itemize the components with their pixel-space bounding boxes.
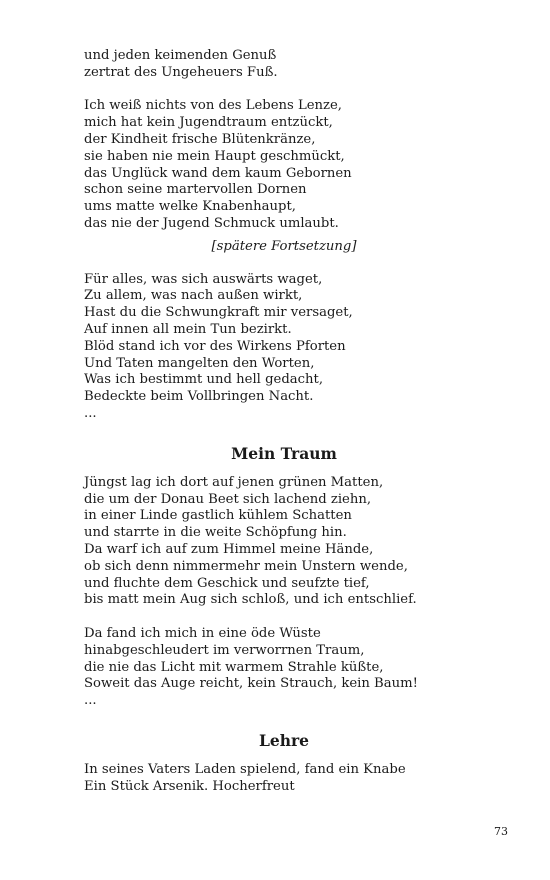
- verse-line: schon seine martervollen Dornen: [84, 182, 307, 198]
- verse-line: Und Taten mangelten den Worten,: [84, 355, 315, 371]
- verse-line: bis matt mein Aug sich schloß, und ich entschlief.: [84, 592, 417, 608]
- verse-line: der Kindheit frische Blütenkränze,: [84, 131, 316, 147]
- verse-line: Bedeckte beim Vollbringen Nacht.: [84, 389, 314, 405]
- verse-line: das nie der Jugend Schmuck umlaubt.: [84, 215, 339, 231]
- poem-title: Lehre: [258, 730, 310, 750]
- stanza: [84, 48, 484, 82]
- stanza: [84, 475, 484, 609]
- continuation-note: [spätere Fortsetzung]: [211, 238, 357, 254]
- verse-line: Auf innen all mein Tun bezirkt.: [84, 321, 292, 337]
- verse-line: ob sich denn nimmermehr mein Unstern wende,: [84, 558, 408, 574]
- stanza: [84, 98, 484, 232]
- verse-line: und starrte in die weite Schöpfung hin.: [84, 525, 347, 541]
- verse-line: Was ich bestimmt und hell gedacht,: [84, 372, 324, 388]
- verse-line: zertrat des Ungeheuers Fuß.: [84, 64, 278, 80]
- verse-line: in einer Linde gastlich kühlem Schatten: [84, 508, 352, 524]
- stanza: [84, 272, 484, 423]
- page-content: [84, 48, 484, 795]
- verse-line: Jüngst lag ich dort auf jenen grünen Matten,: [84, 474, 384, 490]
- verse-line: ums matte welke Knabenhaupt,: [84, 199, 296, 215]
- verse-line: hinabgeschleudert im verworrnen Traum,: [84, 642, 365, 658]
- verse-line: Zu allem, was nach außen wirkt,: [84, 288, 303, 304]
- verse-line: mich hat kein Jugendtraum entzückt,: [84, 115, 333, 131]
- stanza-gap: [84, 82, 484, 99]
- section-gap: [84, 423, 484, 445]
- verse-line: Ein Stück Arsenik. Hocherfreut: [84, 778, 295, 794]
- verse-line: Für alles, was sich auswärts waget,: [84, 271, 323, 287]
- verse-line: sie haben nie mein Haupt geschmückt,: [84, 148, 345, 164]
- verse-line: Da warf ich auf zum Himmel meine Hände,: [84, 541, 374, 557]
- ellipsis: ...: [84, 693, 97, 709]
- verse-line: und jeden keimenden Genuß: [84, 48, 277, 63]
- verse-line: Ich weiß nichts von des Lebens Lenze,: [84, 98, 342, 114]
- verse-line: die nie das Licht mit warmem Strahle küßte,: [84, 659, 384, 675]
- verse-line: Hast du die Schwungkraft mir versaget,: [84, 305, 353, 321]
- verse-line: Blöd stand ich vor des Wirkens Pforten: [84, 338, 346, 354]
- verse-line: In seines Vaters Laden spielend, fand ein Knabe: [84, 761, 406, 777]
- page-number: 73: [494, 825, 508, 838]
- ellipsis: ...: [84, 405, 97, 421]
- verse-line: die um der Donau Beet sich lachend ziehn,: [84, 491, 372, 507]
- stanza: [84, 626, 484, 710]
- verse-line: Soweit das Auge reicht, kein Strauch, kein Baum!: [84, 676, 418, 692]
- stanza: [84, 762, 484, 796]
- verse-line: Da fand ich mich in eine öde Wüste: [84, 625, 321, 641]
- poem-title: Mein Traum: [231, 443, 337, 463]
- verse-line: das Unglück wand dem kaum Gebornen: [84, 165, 352, 181]
- verse-line: und fluchte dem Geschick und seufzte tief,: [84, 575, 370, 591]
- stanza-gap: [84, 609, 484, 626]
- section-gap: [84, 710, 484, 732]
